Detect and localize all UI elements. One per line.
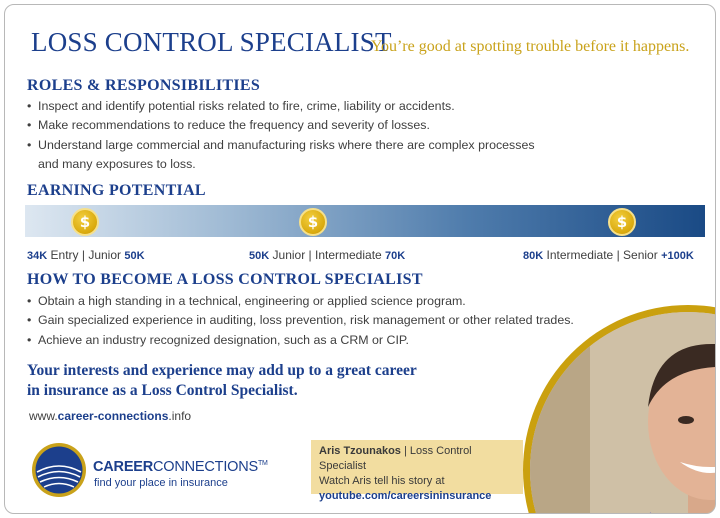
salary-high: 70K: [385, 250, 406, 262]
page-title: LOSS CONTROL SPECIALIST: [31, 27, 392, 57]
closing-line: Your interests and experience may add up to a great career: [27, 362, 417, 379]
dollar-coin-icon: $: [71, 208, 99, 236]
tagline: You’re good at spotting trouble before it happens.: [371, 38, 690, 55]
logo-trademark: TM: [257, 460, 268, 468]
url-domain: career-connections: [57, 409, 169, 423]
salary-range-junior: [249, 248, 405, 262]
closing-line: in insurance as a Loss Control Specialist.: [27, 382, 298, 399]
roles-list: [27, 97, 535, 174]
salary-low: 34K: [27, 250, 48, 262]
youtube-link[interactable]: youtube.com/careersininsurance: [319, 490, 492, 502]
salary-label: Entry | Junior: [50, 248, 122, 262]
list-item: • Achieve an industry recognized designation, such as a CRM or CIP.: [27, 331, 574, 350]
list-item: • Inspect and identify potential risks related to fire, crime, liability or accidents.: [27, 97, 535, 116]
url-suffix: .info: [168, 409, 192, 423]
become-list: [27, 292, 574, 350]
career-card: [4, 4, 716, 514]
salary-high: +100K: [661, 250, 694, 262]
logo-tagline: find your place in insurance: [94, 477, 228, 489]
salary-range-entry: [27, 248, 145, 262]
salary-label: Intermediate | Senior: [546, 248, 658, 262]
list-item: • Understand large commercial and manufacturing risks where there are complex processes: [27, 136, 535, 155]
earning-gradient-bar: [25, 205, 705, 237]
dollar-coin-icon: $: [608, 208, 636, 236]
roles-heading: ROLES & RESPONSIBILITIES: [27, 77, 261, 94]
closing-message: [27, 361, 417, 401]
earning-heading: EARNING POTENTIAL: [27, 182, 206, 199]
dollar-coin-icon: $: [299, 208, 327, 236]
logo-wordmark: [93, 459, 268, 475]
list-item: • Gain specialized experience in auditing, loss prevention, risk management or other related trades.: [27, 311, 574, 330]
globe-icon: [31, 442, 87, 498]
logo-regular: CONNECTIONS: [153, 459, 258, 475]
list-item-continuation: and many exposures to loss.: [38, 156, 196, 171]
salary-low: 80K: [523, 250, 544, 262]
photo-caption: [311, 440, 523, 502]
person-role: | Loss Control Specialist: [319, 445, 472, 472]
list-item: • Obtain a high standing in a technical, engineering or applied science program.: [27, 292, 574, 311]
become-heading: HOW TO BECOME A LOSS CONTROL SPECIALIST: [27, 271, 423, 288]
salary-label: Junior | Intermediate: [272, 248, 382, 262]
salary-range-senior: [523, 248, 694, 262]
list-item: • Make recommendations to reduce the frequency and severity of losses.: [27, 116, 535, 135]
salary-high: 50K: [124, 250, 145, 262]
url-prefix: www.: [29, 409, 58, 423]
caption-line: Watch Aris tell his story at: [319, 475, 445, 487]
logo-bold: CAREER: [93, 459, 154, 475]
salary-low: 50K: [249, 250, 270, 262]
website-link[interactable]: [29, 409, 191, 423]
person-name: Aris Tzounakos: [319, 445, 401, 457]
